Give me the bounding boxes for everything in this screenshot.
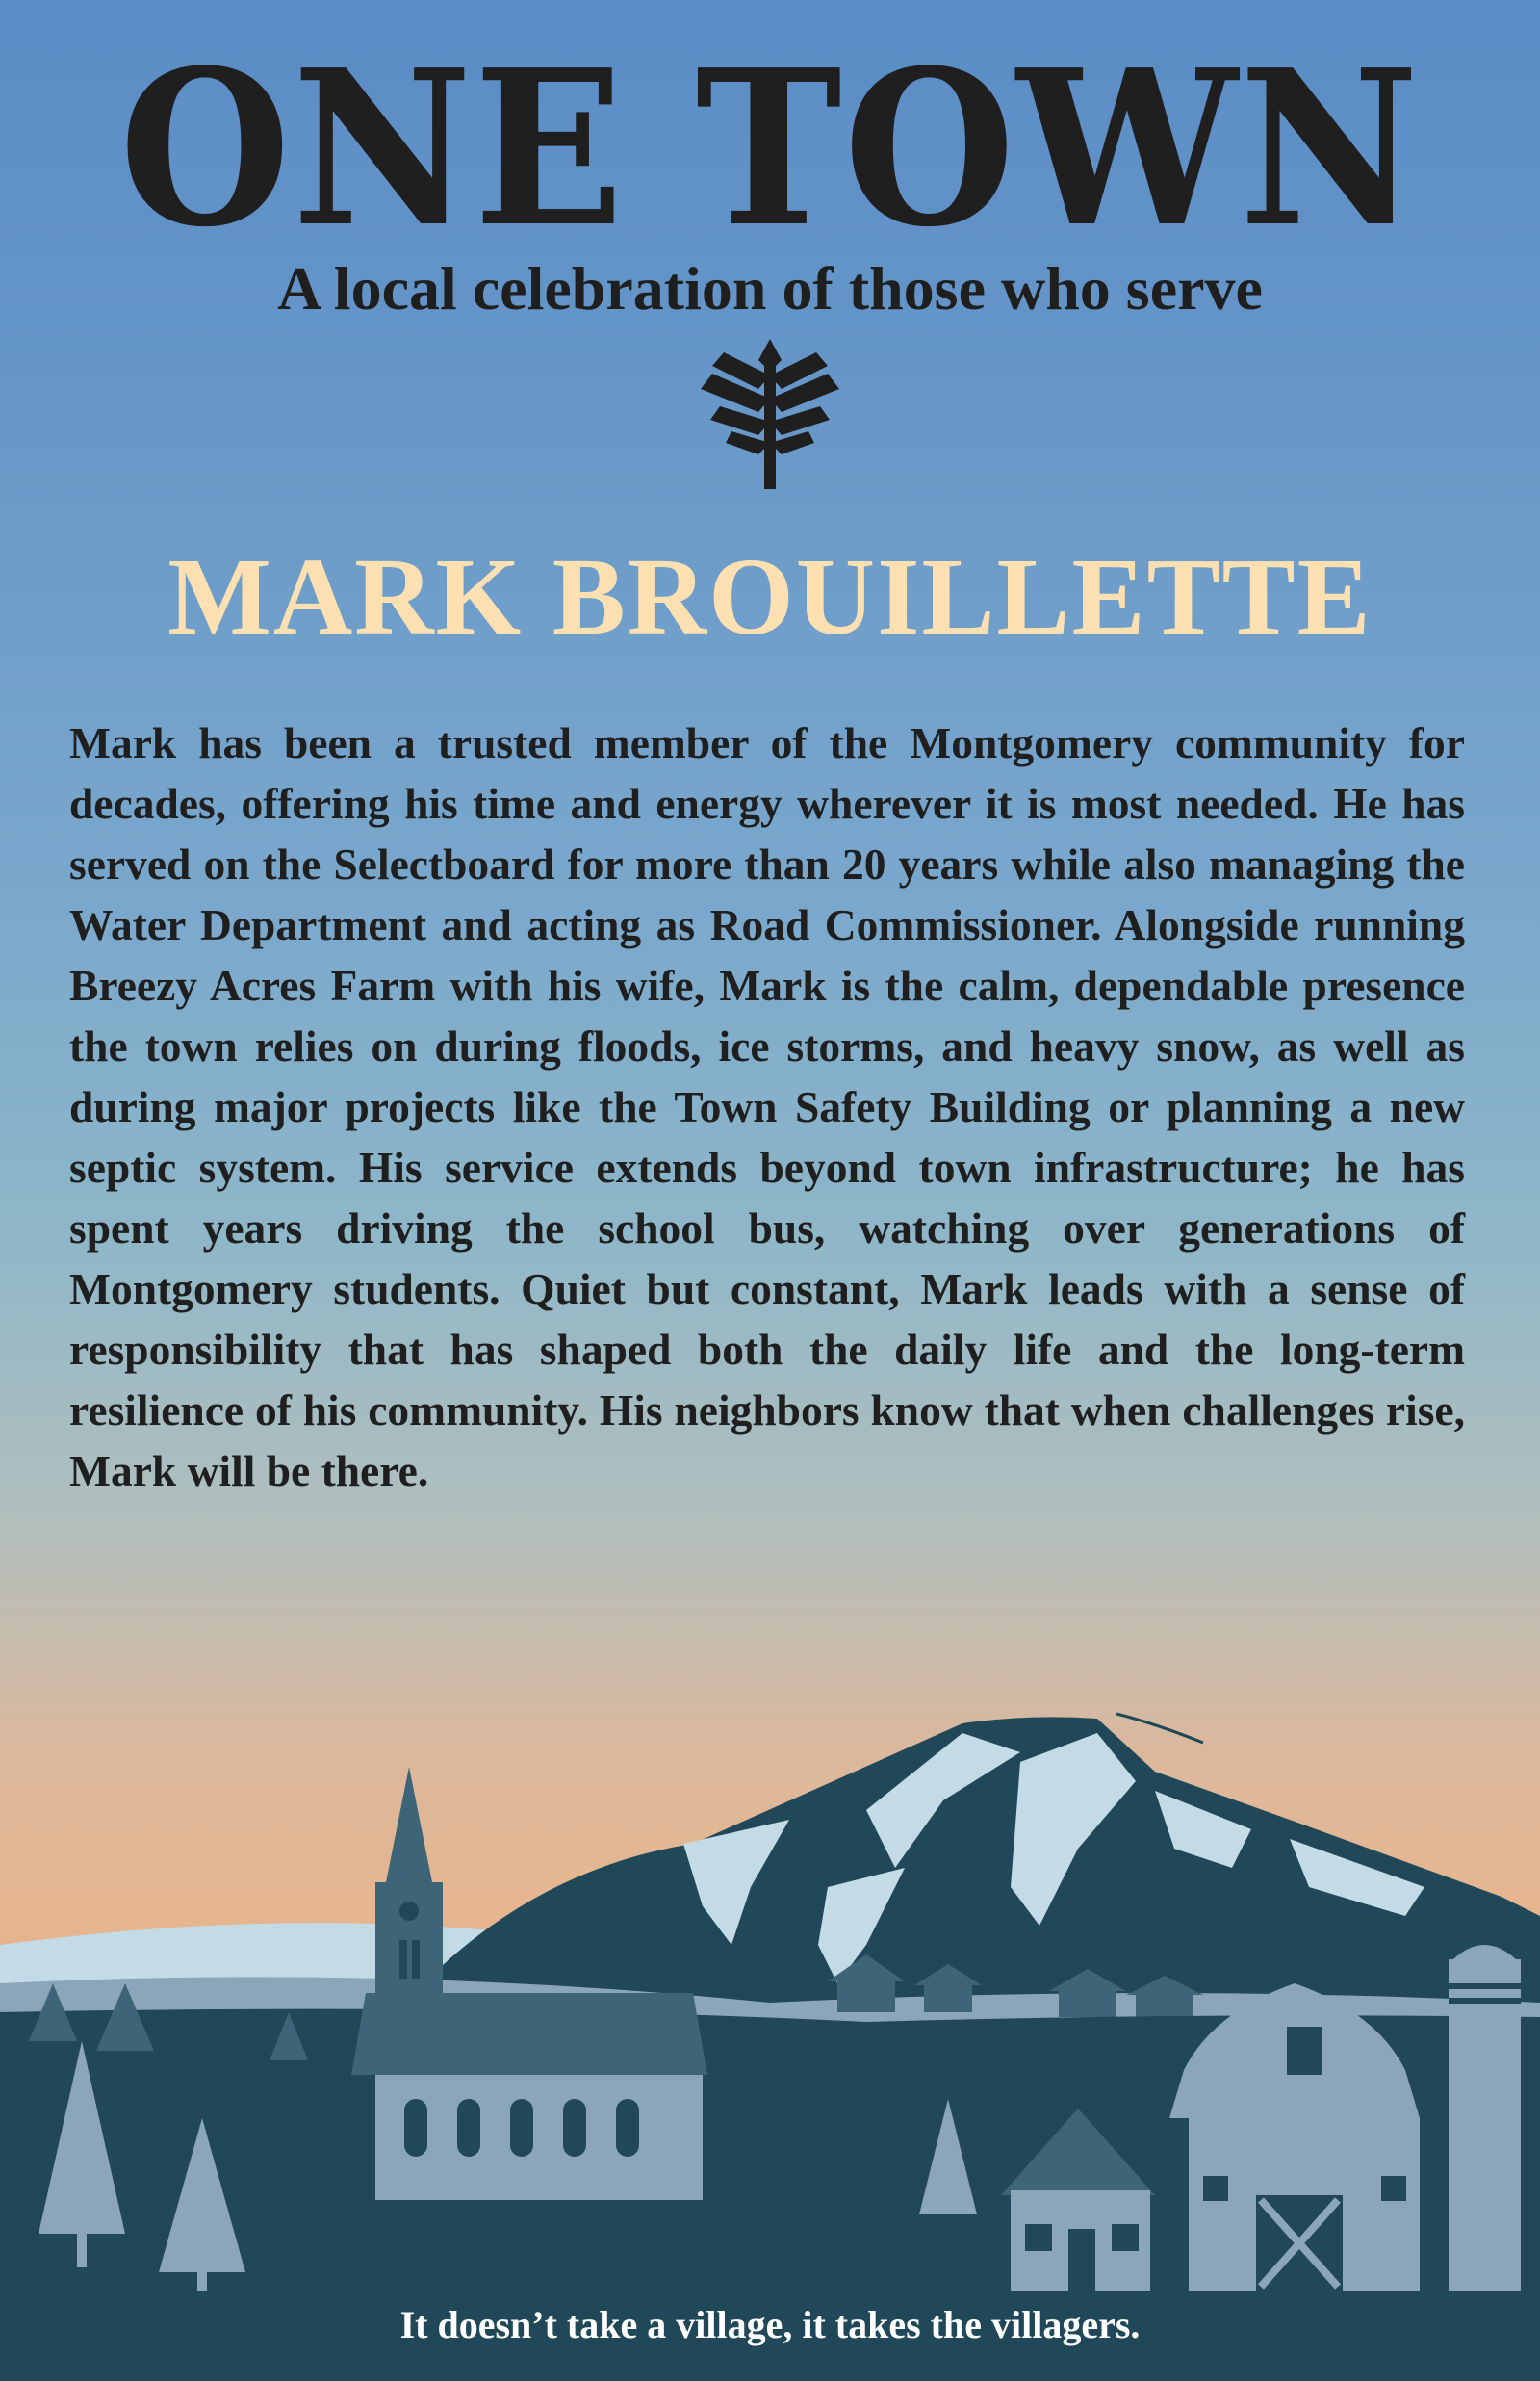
poster-subtitle: A local celebration of those who serve bbox=[277, 254, 1263, 323]
honoree-biography: Mark has been a trusted member of the Montgomery community for decades, offering his time and energy wherever it is most needed. He has served on the Selectboard for more than 20 years while also managing the Water Department and acting as Road Commissioner. Alongside running Breezy Acres Farm with his wife, Mark is the calm, dependable presence the town relies on during floods, ice storms, and heavy snow, as well as during major projects like the Town Safety Building or planning a new septic system. His service extends beyond town infrastructure; he has spent years driving the school bus, watching over generations of Montgomery students. Quiet but constant, Mark leads with a sense of responsibility that has shaped both the daily life and the long-term resilience of his community. His neighbors know that when challenges rise, Mark will be there. bbox=[69, 718, 1465, 1495]
poster-title: ONE TOWN bbox=[118, 24, 1422, 274]
snowflake-tree-icon bbox=[701, 339, 839, 489]
silo bbox=[1449, 1945, 1521, 2291]
honoree-name: MARK BROUILLETTE bbox=[167, 535, 1373, 658]
poster-tagline: It doesn’t take a village, it takes the villagers. bbox=[399, 2303, 1141, 2346]
village-landscape-illustration bbox=[0, 1695, 1540, 2381]
ski-lift-line bbox=[1116, 1714, 1203, 1743]
